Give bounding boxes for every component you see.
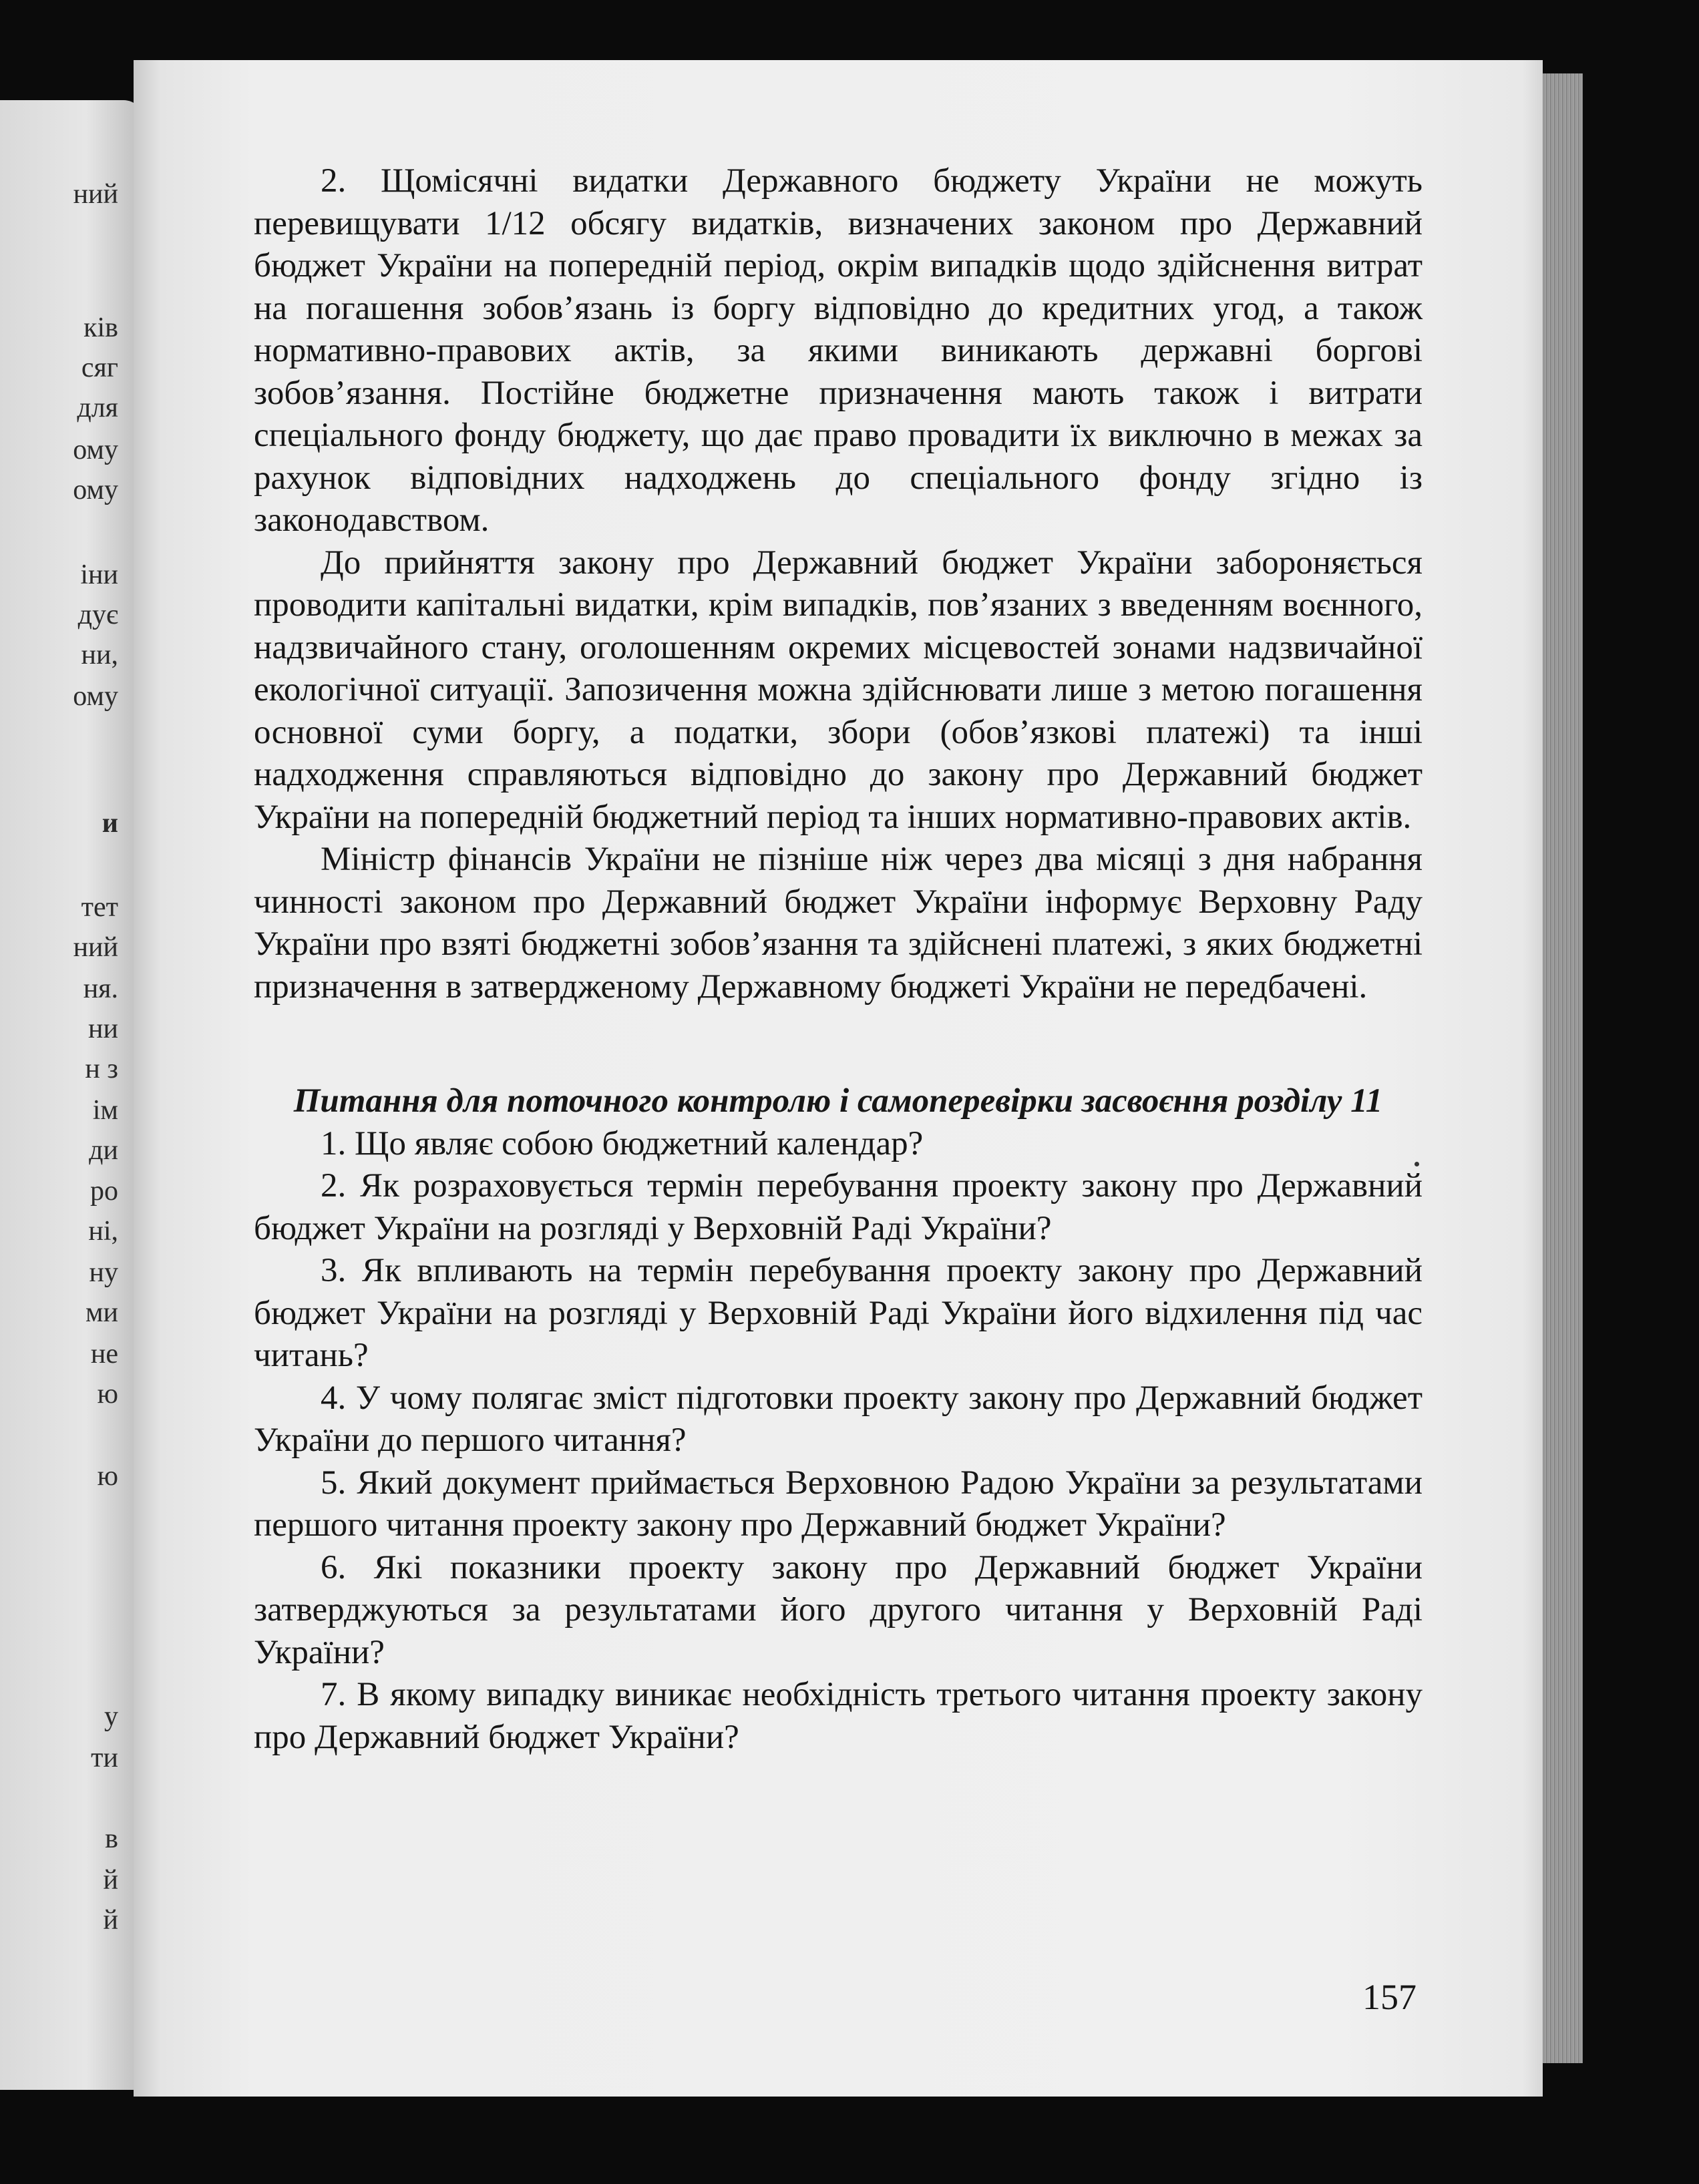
left-page-text-fragment: ро xyxy=(90,1176,118,1207)
paragraph-finance-minister: Міністр фінансів України не пізніше ніж через два місяці з дня набрання чинності законом про Державний бюджет України інформує Верховну Раду України про взяті бюджетні зобов’язання та здійснені платежі, з яких бюджетні призначення в затвердженому Державному бюджеті України не передбачені. xyxy=(254,841,1423,1006)
left-page-text-fragment: й xyxy=(103,1905,118,1936)
left-page-text-fragment: н з xyxy=(85,1054,118,1084)
left-page-text-fragment: у xyxy=(104,1701,118,1732)
left-page-text-fragment: ну xyxy=(89,1257,118,1288)
paragraph-capital-expenditures: До прийняття закону про Державний бюджет України забороняється проводити капітальні видатки, крім випадків, пов’язаних з введенням воєнного, надзвичайного стану, оголошенням окремих місцевостей зонами надзвичайної екологічної ситуації. Запозичення можна здійснювати лише з метою погашення основної суми боргу, а податки, збори (обов’язкові платежі) та інші надходження справляються відповідно до закону про Державний бюджет України на попередній бюджетний період та інших нормативно-правових актів. xyxy=(254,543,1423,836)
left-page-text-fragment: ків xyxy=(83,312,118,343)
question-item: 7. В якому випадку виникає необхідність третього читання проекту закону про Державний бюджет України? xyxy=(254,1676,1423,1756)
left-page-text-fragment: ти xyxy=(91,1743,118,1773)
left-page-text-fragment: не xyxy=(90,1339,118,1369)
book-page xyxy=(134,60,1543,2097)
question-item: 3. Як впливають на термін перебування проекту закону про Державний бюджет України на розгляді у Верховній Раді України його відхилення під час читань? xyxy=(254,1252,1423,1374)
left-page-text-fragment: ни xyxy=(88,1014,118,1044)
left-page-text-fragment: ний xyxy=(73,179,118,210)
page-number: 157 xyxy=(1362,1977,1417,2017)
left-page-text-fragment: ому xyxy=(73,435,118,465)
questions-list xyxy=(254,1123,1423,1759)
left-page-text-fragment: ю xyxy=(97,1379,118,1409)
left-page-text-fragment: в xyxy=(105,1823,118,1854)
left-page-text-fragment: ім xyxy=(92,1095,118,1126)
page-content xyxy=(254,160,1423,1759)
left-page-text-fragment: ні, xyxy=(88,1216,118,1247)
paragraph-monthly-expenditures: 2. Щомісячні видатки Державного бюджету України не можуть перевищувати 1/12 обсягу видатків, визначених законом про Державний бюджет України на попередній період, окрім випадків щодо здійснення витрат на погашення зобов’язань із боргу відповідно до кредитних угод, а також нормативно-правових актів, за якими виникають державні боргові зобов’язання. Постійне бюджетне призначення мають також і витрати спеціального фонду бюджету, що дає право провадити їх виключно в межах за рахунок відповідних надходжень до спеціального фонду згідно із законодавством. xyxy=(254,162,1423,539)
left-page-text-fragment: сяг xyxy=(81,353,118,383)
question-item: 1. Що являє собою бюджетний календар? xyxy=(321,1124,924,1162)
left-page-text-fragment: тет xyxy=(81,892,118,923)
left-page-text-fragment: дує xyxy=(77,600,118,630)
left-page-text-fragment: ому xyxy=(73,475,118,505)
left-page-text-fragment: ю xyxy=(97,1461,118,1492)
left-page-text-fragment: ому xyxy=(73,681,118,712)
page-edges xyxy=(1536,73,1583,2063)
left-page-text-fragment: для xyxy=(77,393,118,423)
left-page-text-fragment: іни xyxy=(80,560,118,590)
left-page-text-fragment: й xyxy=(103,1865,118,1896)
left-page-text-fragment: ди xyxy=(89,1135,118,1166)
question-item: 2. Як розраховується термін перебування проекту закону про Державний бюджет України на розгляді у Верховній Раді України? xyxy=(254,1167,1423,1247)
question-item: 4. У чому полягає зміст підготовки проекту закону про Державний бюджет України до першого читання? xyxy=(254,1379,1423,1459)
speck xyxy=(1414,1162,1419,1166)
left-page-text-fragment: ни, xyxy=(81,640,118,670)
left-page-text-fragment: ня. xyxy=(83,973,118,1004)
question-item: 6. Які показники проекту закону про Державний бюджет України затверджуються за результатами його другого читання у Верховній Раді України? xyxy=(254,1548,1423,1671)
previous-page-edge xyxy=(0,100,144,2090)
section-heading: Питання для поточного контролю і самоперевірки засвоєння розділу 11 xyxy=(293,1082,1383,1120)
left-page-text-fragment: и xyxy=(102,808,118,839)
left-page-text-fragment: ний xyxy=(73,932,118,963)
question-item: 5. Який документ приймається Верховною Радою України за результатами першого читання проекту закону про Державний бюджет України? xyxy=(254,1464,1423,1544)
left-page-text-fragment: ми xyxy=(85,1297,118,1328)
